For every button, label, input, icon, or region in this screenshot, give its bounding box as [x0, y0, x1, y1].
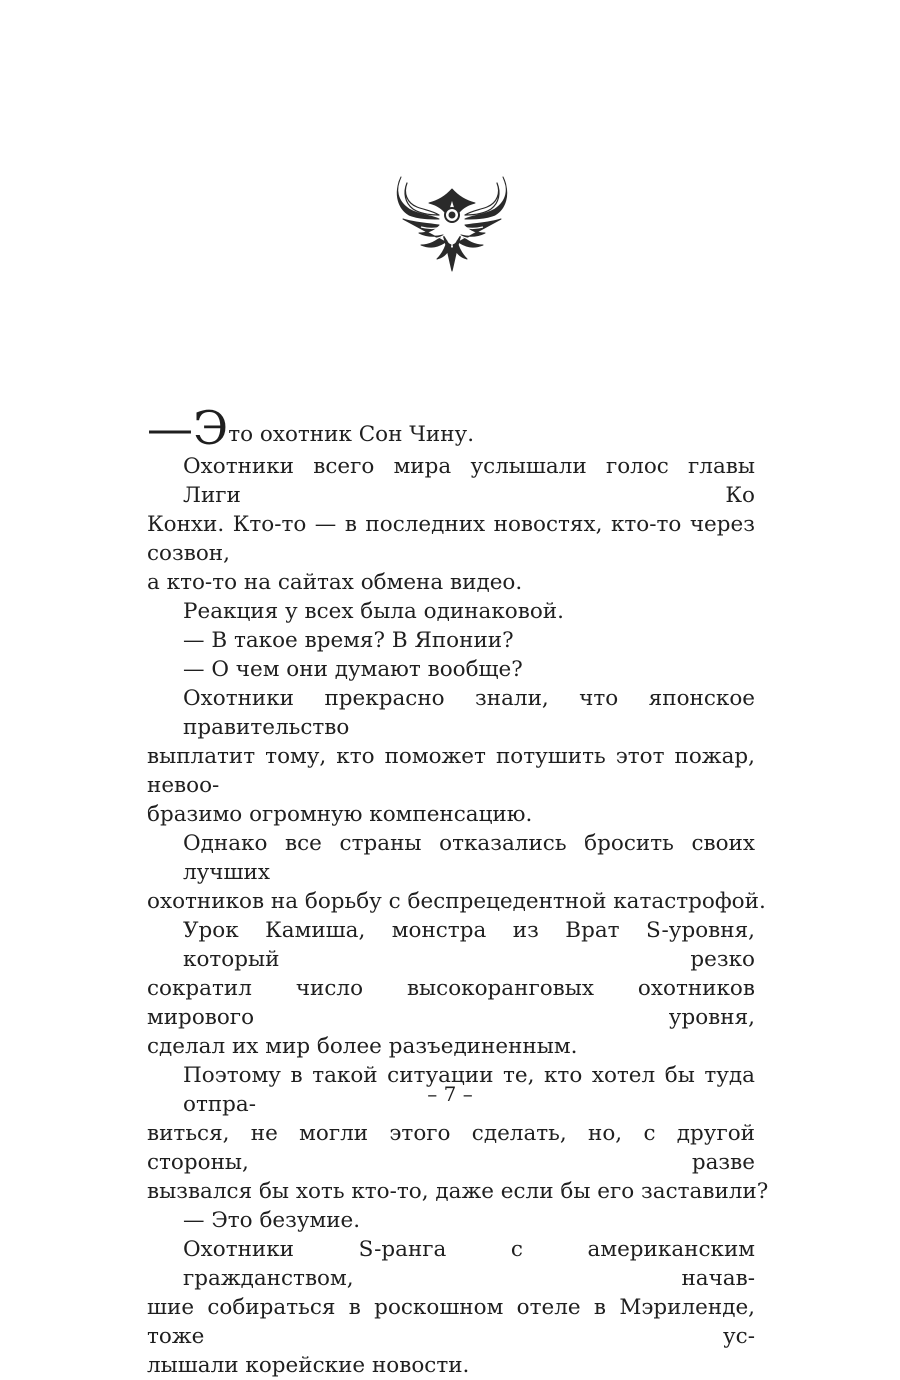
text-line: шие собираться в роскошном отеле в Мэриленде, тоже ус-	[147, 1295, 755, 1349]
paragraph-6	[147, 684, 755, 829]
text-line: выплатит тому, кто поможет потушить этот пожар, невоо-	[147, 744, 755, 798]
paragraph-7	[147, 829, 766, 916]
text-line: Урок Камиша, монстра из Врат S-уровня, который резко	[183, 918, 755, 972]
text-line: Однако все страны отказались бросить своих лучших	[183, 831, 755, 885]
text-line: Охотники прекрасно знали, что японское правительство	[183, 686, 755, 740]
text-line: виться, не могли этого сделать, но, с другой стороны, разве	[147, 1121, 755, 1175]
text-line: сделал их мир более разъединенным.	[147, 1034, 578, 1059]
paragraph-3: Реакция у всех была одинаковой.	[183, 599, 564, 624]
page-number: – 7 –	[427, 1082, 473, 1106]
text-line: Конхи. Кто-то — в последних новостях, кто-то через созвон,	[147, 512, 755, 566]
paragraph-10: — Это безумие.	[183, 1208, 361, 1233]
text-line: охотников на борьбу с беспрецедентной катастрофой.	[147, 889, 766, 914]
text-line: бразимо огромную компенсацию.	[147, 802, 533, 827]
paragraph-4: — В такое время? В Японии?	[183, 628, 514, 653]
paragraph-1	[147, 401, 755, 455]
paragraph-5: — О чем они думают вообще?	[183, 657, 523, 682]
text-line: Охотники S-ранга с американским гражданством, начав-	[183, 1237, 755, 1291]
text-line: вызвался бы хоть кто-то, даже если бы его заставили?	[147, 1179, 769, 1204]
paragraph-8	[147, 916, 755, 1061]
paragraph-11	[147, 1235, 755, 1380]
text-line: сократил число высокоранговых охотников мирового уровня,	[147, 976, 755, 1030]
text-line: лышали корейские новости.	[147, 1353, 470, 1378]
text-line: то охотник Сон Чину.	[228, 422, 475, 447]
text-line: Охотники всего мира услышали голос главы Лиги Ко	[183, 454, 755, 508]
paragraph-2	[147, 452, 755, 597]
drop-cap: —Э	[147, 401, 229, 455]
text-line: Поэтому в такой ситуации те, кто хотел бы туда отпра-	[183, 1063, 755, 1117]
body-text	[147, 401, 769, 1380]
text-line: а кто-то на сайтах обмена видео.	[147, 570, 523, 595]
chapter-ornament-icon	[393, 175, 511, 273]
